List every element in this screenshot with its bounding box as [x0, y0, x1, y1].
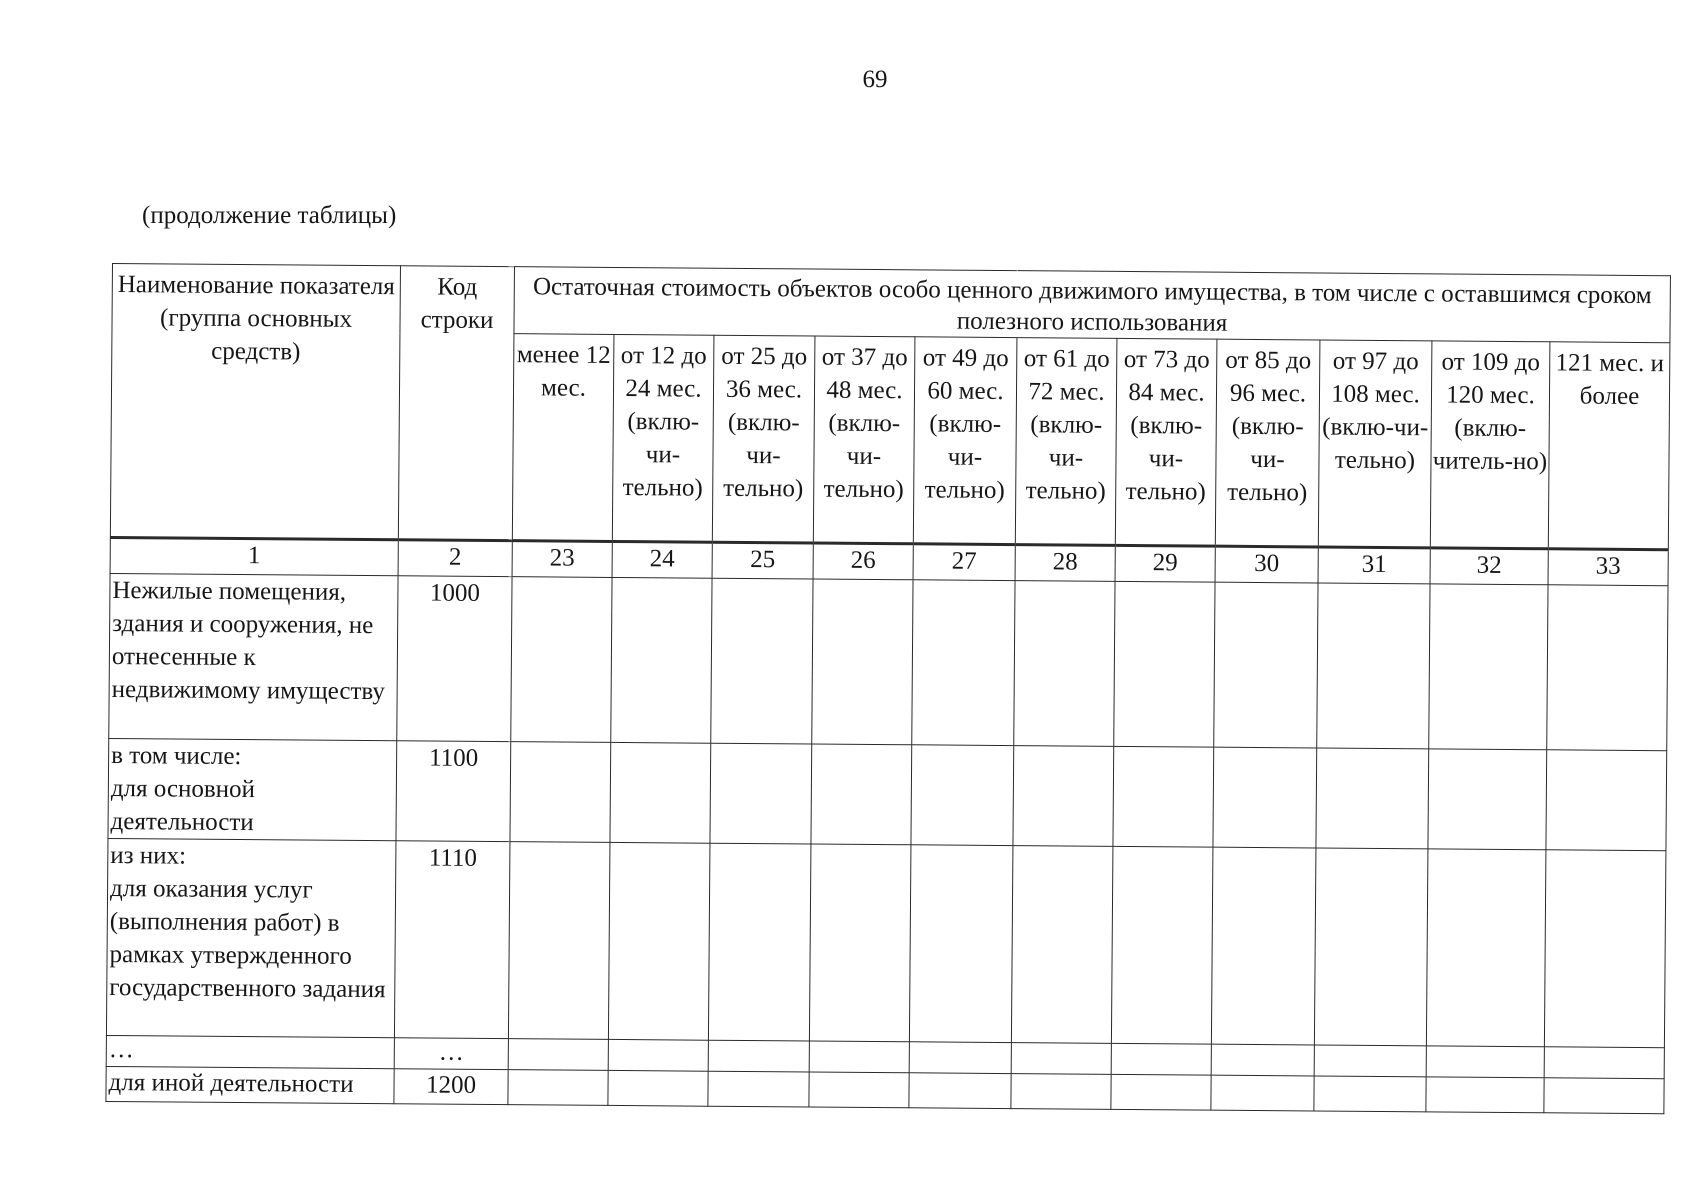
column-number: 29	[1115, 545, 1215, 582]
value-cell[interactable]	[1429, 584, 1548, 750]
value-cell[interactable]	[510, 742, 611, 843]
table-row	[109, 573, 1668, 750]
value-cell[interactable]	[1211, 847, 1316, 1045]
indicator-name-header: Наименование показателя (группа основных средств)	[110, 264, 400, 540]
row-name: из них: для оказания услуг (выполнения работ) в рамках утвержденного государственного задания	[106, 838, 396, 1037]
table-row	[108, 738, 1667, 850]
value-cell[interactable]	[1211, 1044, 1314, 1076]
value-cell[interactable]	[909, 845, 1013, 1043]
value-cell[interactable]	[1011, 1074, 1111, 1110]
row-name: Нежилые помещения, здания и сооружения, не отнесенные к недвижимому имуществу	[109, 573, 398, 740]
period-header: от 49 до 60 мес. (вклю-чи-тельно)	[913, 337, 1017, 545]
residual-value-group-header: Остаточная стоимость объектов особо ценного движимого имущества, в том числе с оставшимся сроком полезного использования	[514, 267, 1670, 343]
value-cell[interactable]	[1211, 1075, 1314, 1111]
value-cell[interactable]	[708, 843, 811, 1041]
column-number: 1	[110, 537, 398, 575]
value-cell[interactable]	[608, 1039, 708, 1071]
column-number: 25	[712, 542, 813, 579]
value-cell[interactable]	[708, 1071, 809, 1107]
value-cell[interactable]	[708, 1040, 809, 1072]
period-header: от 109 до 120 мес. (вклю-читель-но)	[1430, 341, 1550, 549]
value-cell[interactable]	[1544, 1047, 1664, 1079]
period-header: от 85 до 96 мес. (вклю-чи-тельно)	[1215, 339, 1320, 547]
value-cell[interactable]	[1426, 1046, 1544, 1078]
value-cell[interactable]	[1111, 1043, 1211, 1075]
residual-value-table	[105, 263, 1671, 1114]
column-number: 2	[398, 540, 512, 577]
row-name: …	[106, 1035, 394, 1068]
period-header: от 37 до 48 мес. (вклю-чи-тельно)	[813, 336, 915, 544]
column-number: 33	[1548, 549, 1668, 586]
row-code-header: Код строки	[398, 266, 514, 541]
period-header: от 12 до 24 мес. (вклю-чи-тельно)	[612, 334, 714, 542]
row-code: 1100	[396, 741, 511, 842]
value-cell[interactable]	[1213, 747, 1317, 848]
value-cell[interactable]	[1114, 581, 1215, 747]
value-cell[interactable]	[711, 578, 813, 744]
row-code: 1110	[394, 841, 510, 1039]
value-cell[interactable]	[1111, 1074, 1211, 1110]
value-cell[interactable]	[508, 1039, 608, 1071]
value-cell[interactable]	[1011, 1043, 1111, 1075]
period-header: от 97 до 108 мес. (вклю-чи-тельно)	[1318, 340, 1432, 548]
value-cell[interactable]	[809, 1072, 909, 1108]
value-cell[interactable]	[909, 1042, 1011, 1074]
value-cell[interactable]	[1314, 1076, 1426, 1112]
value-cell[interactable]	[1314, 848, 1428, 1046]
value-cell[interactable]	[1426, 1077, 1544, 1113]
value-cell[interactable]	[1011, 846, 1113, 1044]
period-header: от 61 до 72 мес. (вклю-чи-тельно)	[1015, 338, 1117, 546]
value-cell[interactable]	[608, 1070, 708, 1106]
table-header-row	[112, 264, 1670, 343]
period-header: 121 мес. и более	[1548, 342, 1670, 550]
row-name: в том числе: для основной деятельности	[108, 738, 397, 840]
column-number: 24	[612, 541, 712, 578]
row-code: 1200	[394, 1069, 508, 1105]
value-cell[interactable]	[909, 1073, 1011, 1109]
column-number: 27	[913, 544, 1015, 581]
table-row	[106, 838, 1665, 1047]
value-cell[interactable]	[1113, 746, 1214, 847]
column-number: 23	[512, 541, 612, 578]
row-code: 1000	[397, 576, 512, 742]
column-number: 26	[813, 543, 913, 580]
asset-table-container	[105, 263, 1671, 1114]
row-code: …	[394, 1038, 508, 1070]
value-cell[interactable]	[1014, 581, 1115, 747]
value-cell[interactable]	[1314, 1045, 1426, 1077]
value-cell[interactable]	[811, 744, 912, 845]
value-cell[interactable]	[911, 745, 1014, 846]
value-cell[interactable]	[710, 743, 812, 844]
value-cell[interactable]	[912, 580, 1015, 746]
value-cell[interactable]	[1111, 846, 1213, 1044]
value-cell[interactable]	[812, 579, 913, 745]
column-number: 32	[1430, 548, 1548, 585]
value-cell[interactable]	[1214, 582, 1318, 748]
value-cell[interactable]	[1013, 746, 1114, 847]
column-number: 31	[1318, 547, 1430, 584]
row-name: для иной деятельности	[106, 1066, 394, 1103]
value-cell[interactable]	[1544, 850, 1666, 1048]
period-header: от 25 до 36 мес. (вклю-чи-тельно)	[712, 335, 815, 543]
value-cell[interactable]	[1426, 849, 1546, 1047]
column-number: 28	[1015, 545, 1115, 582]
value-cell[interactable]	[1428, 749, 1547, 850]
value-cell[interactable]	[1546, 750, 1667, 851]
value-cell[interactable]	[610, 742, 711, 843]
value-cell[interactable]	[1547, 585, 1668, 751]
value-cell[interactable]	[1544, 1078, 1664, 1114]
value-cell[interactable]	[608, 842, 710, 1040]
value-cell[interactable]	[1317, 583, 1430, 749]
value-cell[interactable]	[611, 577, 712, 743]
table-continuation-note: (продолжение таблицы)	[142, 202, 397, 229]
value-cell[interactable]	[508, 842, 610, 1040]
period-header: менее 12 мес.	[512, 334, 614, 542]
value-cell[interactable]	[511, 577, 612, 743]
value-cell[interactable]	[1316, 748, 1429, 849]
value-cell[interactable]	[508, 1070, 608, 1106]
period-header: от 73 до 84 мес. (вклю-чи-тельно)	[1115, 338, 1217, 546]
page-number: 69	[862, 66, 888, 93]
column-number: 30	[1215, 546, 1318, 583]
value-cell[interactable]	[809, 1041, 909, 1073]
value-cell[interactable]	[809, 844, 911, 1042]
